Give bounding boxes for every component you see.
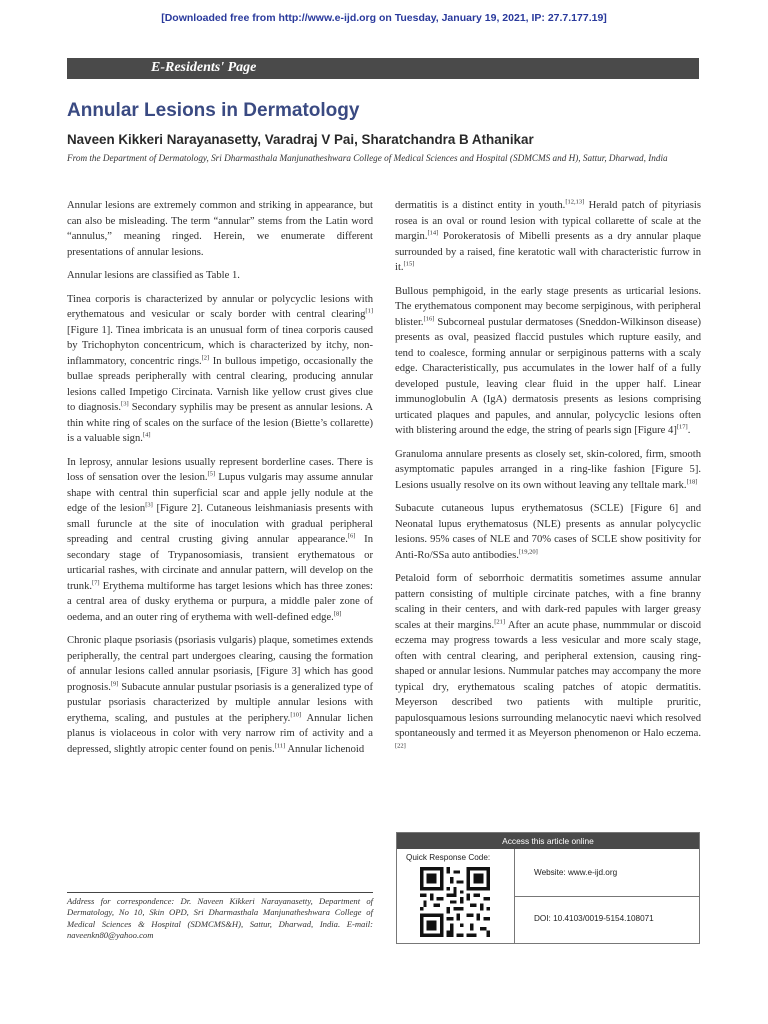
address-divider (67, 892, 373, 893)
citation[interactable]: [5] (207, 470, 216, 478)
doi-cell[interactable]: DOI: 10.4103/0019-5154.108071 (534, 914, 654, 923)
access-box-header: Access this article online (397, 833, 699, 849)
citation[interactable]: [18] (686, 477, 698, 485)
citation[interactable]: [17] (676, 423, 688, 431)
citation[interactable]: [6] (347, 532, 356, 540)
pemphigoid-paragraph: Bullous pemphigoid, in the early stage presents as urticarial lesions. The erythematous component may become serpiginous, with peripheral blister.[16] Subcorneal pustular dermatoses (Sneddon-Wilkinson disease) presents as oval, peasized flaccid pustules which rupture easily, and tend to coalesce, forming annular or serpiginous patterns with a scaly edge. Characteristically, pus accumulates in the lower half of a fully developed pustule, leaving clear fluid in the upper half. Linear immunoglobulin A (IgA) dermatosis presents as lesions comprising urticated plaques and papules, and annular, polycyclic lesions often with blistering around the edge, the string of pearls sign [Figure 4][17]. (395, 285, 701, 436)
citation[interactable]: [2] (201, 353, 210, 361)
citation[interactable]: [3] (121, 400, 129, 408)
intro-paragraph: Annular lesions are extremely common and striking in appearance, but can also be misleading. The term “annular” stems from the Latin word “annulus,” meaning ringed. Herein, we enumerate different presentations of annular lesions. (67, 200, 373, 258)
infections-paragraph: Tinea corporis is characterized by annular or polycyclic lesions with erythematous and vesicular or scaly border with central clearing[1] [Figure 1]. Tinea imbricata is an unusual form of tinea corporis caused by Trichophyton concentricum, which is characterized by itchy, non-inflammatory, concentric rings.[2] In bullous impetigo, occasionally the bullae spreads peripherally with central clearing, producing annular lesions called Impetigo Circinata. Varnish like yellow crust gives clue to diagnosis.[3] Secondary syphilis may be present as annular lesions. A thin white ring of scales on the surface of the lesion (Biette’s collarette) is a valuable sign.[4] (67, 293, 374, 444)
dermatitis-paragraph: dermatitis is a distinct entity in youth.[12,13] Herald patch of pityriasis rosea is an oval or round lesion with typical collarette of scale at the margin.[14] Porokeratosis of Mibelli presents as a dry annular plaque surrounded by a raised, fine keratotic wall with characteristic furrow in it.[15] (395, 198, 701, 273)
psoriasis-paragraph: Chronic plaque psoriasis (psoriasis vulgaris) plaque, sometimes extends peripherally, the central part undergoes clearing, causing the formation of annular lesions called annular psoriasis, [Figure 3] which has good prognosis.[9] Subacute annular pustular psoriasis is a generalized type of pustular psoriasis characterized by multiple annular lesions with erythema, scaling, and pustules at the periphery.[10] Annular lichen planus is violaceous in color with very narrow rim of activity and a depressed, slightly atropic center found on penis.[11] Annular lichenoid (67, 635, 374, 755)
qr-label: Quick Response Code: (406, 853, 491, 862)
citation[interactable]: [8] (333, 609, 342, 617)
qr-cell (397, 849, 515, 943)
right-column (395, 198, 701, 765)
citation[interactable]: [1] (365, 307, 373, 315)
citation[interactable]: [12,13] (565, 198, 585, 206)
left-column (67, 198, 373, 765)
affiliation: From the Department of Dermatology, Sri Dharmasthala Manjunatheshwara College of Medical Sciences and Hospital (SDMCMS and H), Sattur, Dharwad, India (67, 153, 668, 163)
section-header-bar (67, 58, 699, 79)
access-article-box (396, 832, 700, 944)
citation[interactable]: [4] (142, 431, 151, 439)
citation[interactable]: [9] (110, 679, 119, 687)
citation[interactable]: [3] (145, 501, 153, 509)
author-list: Naveen Kikkeri Narayanasetty, Varadraj V Pai, Sharatchandra B Athanikar (67, 132, 534, 147)
leprosy-paragraph: In leprosy, annular lesions usually represent borderline cases. There is loss of sensation over the lesion.[5] Lupus vulgaris may assume annular shape with central thin superficial scar and apple jelly nodule at the edge of the lesion[3] [Figure 2]. Cutaneous leishmaniasis presents with small furuncle at the site of inoculation with gradual peripheral spreading and central crusting giving annular appearance.[6] In secondary stage of Trypanosomiasis, transient erythematous or urticarial rashes, with circinate and annular pattern, will develop on the trunk.[7] Erythema multiforme has target lesions which has three zones: a central area of dusky erythema or purpura, a middle paler zone of oedema, and an outer ring of erythema with well-defined edge.[8] (67, 456, 374, 623)
website-cell[interactable]: Website: www.e-ijd.org (515, 849, 699, 897)
citation[interactable]: [16] (423, 314, 435, 322)
citation[interactable]: [15] (403, 260, 415, 268)
citation[interactable]: [19,20] (518, 547, 538, 555)
classification-paragraph: Annular lesions are classified as Table 1. (67, 270, 240, 281)
citation[interactable]: [22] (395, 741, 406, 749)
qr-code-icon[interactable] (420, 867, 490, 937)
section-label: E-Residents' Page (151, 60, 257, 75)
citation[interactable]: [10] (290, 710, 302, 718)
article-title: Annular Lesions in Dermatology (67, 100, 360, 121)
citation[interactable]: [7] (92, 578, 100, 586)
correspondence-address: Address for correspondence: Dr. Naveen Kikkeri Narayanasetty, Department of Dermatology, No 10, Skin OPD, Sri Dharmasthala Manjunatheshwara College of Medical Sciences & Hospital (SDMCMS&H), Sattur, Dharwad, India. E-mail: naveenkn80@yahoo.com (67, 896, 373, 941)
lupus-paragraph: Subacute cutaneous lupus erythematosus (SCLE) [Figure 6] and Neonatal lupus erythematosus (NLE) presents as annular polycyclic lesions. 95% cases of NLE and 70% cases of SCLE show positivity for Anti-Ro/SSa auto antibodies.[19,20] (395, 503, 701, 561)
download-banner: [Downloaded free from http://www.e-ijd.org on Tuesday, January 19, 2021, IP: 27.7.177.19] (161, 12, 607, 24)
granuloma-paragraph: Granuloma annulare presents as closely set, skin-colored, firm, smooth asymptomatic papules arranged in a ring-like fashion [Figure 5]. Lesions usually resolve on its own without leaving any telltale mark.[18] (395, 448, 701, 491)
citation[interactable]: [11] (274, 741, 286, 749)
citation[interactable]: [14] (427, 229, 439, 237)
eczema-paragraph: Petaloid form of seborrhoic dermatitis sometimes assume annular pattern consisting of multiple circinate patches, with a fine branny scaling in their centers, and with dark-red papules with larger greasy scales at their margins.[21] After an acute phase, nummmular or discoid eczema may progress towards a less vesicular and more scaly stage, often with central clearing, and peripheral extension, causing ring-shaped or annular lesions. Nummular patches may accompany the more typical dry, erythematous scaling patches of atopic dermatitis. Meyerson described two patients with multiple pruritic, papulosquamous lesions surrounding melanocytic naevi which resolved spontaneously and termed it as Meyerson phenomenon or Halo eczema.[22] (395, 573, 701, 749)
citation[interactable]: [21] (494, 617, 506, 625)
